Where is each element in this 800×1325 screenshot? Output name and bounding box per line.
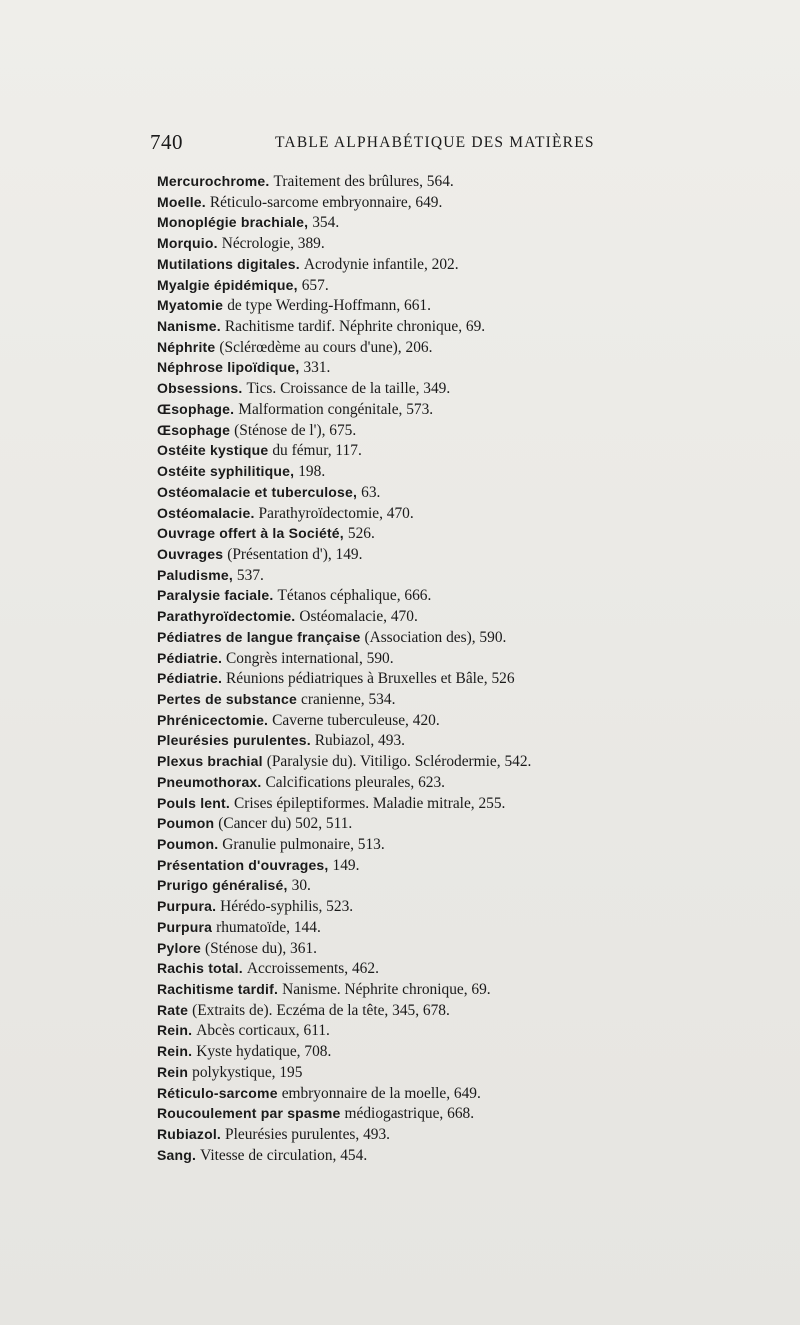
index-entry [157, 1020, 697, 1041]
index-entry [157, 399, 697, 420]
entry-term: Ostéomalacie et tuberculose, [157, 483, 358, 500]
index-entry [157, 627, 697, 648]
entry-term: Rein. [157, 1022, 193, 1039]
entry-term: Poumon. [157, 836, 219, 852]
entry-term: Mutilations digitales. [157, 255, 300, 272]
entry-term: Rachitisme tardif. [157, 981, 279, 998]
entry-text: Congrès international, 590. [226, 649, 394, 667]
entry-text: Malformation congénitale, 573. [238, 400, 434, 418]
index-entry [157, 1124, 697, 1145]
entry-text: médiogastrique, 668. [344, 1105, 475, 1123]
entry-term: Phrénicectomie. [157, 711, 269, 728]
page-header [150, 130, 670, 160]
index-entry [157, 254, 697, 275]
index-entry [157, 606, 697, 627]
index-entry [157, 192, 697, 213]
entry-term: Purpura [157, 918, 213, 935]
index-entry [157, 420, 697, 441]
entry-text: Hérédo-syphilis, 523. [220, 898, 354, 916]
entry-term: Pertes de substance [157, 690, 297, 707]
index-entry [157, 896, 697, 917]
entry-term: Prurigo généralisé, [157, 877, 288, 894]
index-entry [157, 316, 697, 337]
index-entry [157, 1062, 697, 1083]
index-entry [157, 648, 697, 669]
entry-term: Paralysie faciale. [157, 587, 274, 604]
running-title: TABLE ALPHABÉTIQUE DES MATIÈRES [275, 134, 595, 151]
entry-term: Obsessions. [157, 380, 243, 397]
index-entry [157, 1000, 697, 1021]
index-entry [157, 378, 697, 399]
index-entry [157, 523, 697, 544]
entry-text: de type Werding-Hoffmann, 661. [227, 297, 431, 315]
entry-text: Kyste hydatique, 708. [196, 1043, 332, 1061]
entry-text: Crises épileptiformes. Maladie mitrale, 255. [234, 794, 506, 812]
entry-term: Pédiatres de langue française [157, 628, 361, 645]
entry-text: embryonnaire de la moelle, 649. [281, 1084, 481, 1102]
entry-term: Purpura. [157, 898, 217, 915]
index-entry [157, 938, 697, 959]
entry-term: Paludisme, [157, 566, 233, 583]
entry-text: (Sténose du), 361. [205, 939, 317, 957]
index-entries [157, 171, 697, 1166]
entry-term: Œsophage. [157, 400, 235, 417]
entry-text: 354. [312, 214, 340, 232]
entry-term: Plexus brachial [157, 753, 263, 770]
entry-term: Rubiazol. [157, 1126, 222, 1143]
index-entry [157, 503, 697, 524]
entry-text: 657. [301, 276, 329, 294]
entry-term: Sang. [157, 1146, 197, 1163]
entry-term: Œsophage [157, 421, 231, 438]
entry-text: Nécrologie, 389. [221, 235, 325, 253]
entry-text: Tics. Croissance de la taille, 349. [246, 380, 451, 398]
index-entry [157, 793, 697, 814]
index-entry [157, 875, 697, 896]
index-entry [157, 585, 697, 606]
entry-text: Abcès corticaux, 611. [196, 1022, 330, 1040]
entry-term: Rein [157, 1063, 189, 1080]
entry-text: (Extraits de). Eczéma de la tête, 345, 678. [192, 1001, 450, 1019]
entry-text: Traitement des brûlures, 564. [273, 173, 454, 190]
entry-text: 30. [291, 877, 311, 895]
entry-term: Réticulo-sarcome [157, 1084, 278, 1101]
entry-term: Pédiatrie. [157, 670, 223, 687]
entry-text: Caverne tuberculeuse, 420. [272, 711, 440, 729]
index-entry [157, 565, 697, 586]
entry-text: Acrodynie infantile, 202. [303, 255, 459, 273]
index-entry [157, 482, 697, 503]
entry-text: 149. [332, 856, 360, 874]
entry-text: 537. [236, 566, 264, 584]
index-entry [157, 461, 697, 482]
index-entry [157, 834, 697, 855]
index-entry [157, 710, 697, 731]
entry-text: Granulie pulmonaire, 513. [222, 836, 385, 853]
index-entry [157, 440, 697, 461]
index-entry [157, 668, 697, 689]
entry-text: (Sclérœdème au cours d'une), 206. [219, 338, 433, 356]
entry-text: rhumatoïde, 144. [216, 918, 321, 936]
entry-text: (Sténose de l'), 675. [234, 421, 357, 439]
entry-term: Pylore [157, 939, 201, 956]
index-entry [157, 855, 697, 876]
entry-term: Ostéite syphilitique, [157, 463, 295, 480]
entry-term: Myatomie [157, 297, 224, 314]
entry-text: Pleurésies purulentes, 493. [225, 1126, 391, 1144]
entry-term: Ostéite kystique [157, 442, 269, 459]
entry-term: Présentation d'ouvrages, [157, 856, 329, 873]
index-entry [157, 1145, 697, 1166]
index-entry [157, 337, 697, 358]
entry-text: Réticulo-sarcome embryonnaire, 649. [209, 193, 443, 211]
index-entry [157, 917, 697, 938]
entry-text: (Association des), 590. [364, 628, 507, 646]
entry-text: Tétanos céphalique, 666. [277, 587, 432, 605]
entry-term: Rein. [157, 1043, 193, 1060]
index-entry [157, 958, 697, 979]
entry-term: Pouls lent. [157, 794, 230, 811]
entry-text: 331. [303, 359, 331, 377]
index-entry [157, 544, 697, 565]
entry-term: Myalgie épidémique, [157, 276, 298, 293]
index-entry [157, 1083, 697, 1104]
page-number: 740 [150, 130, 183, 154]
entry-text: Ostéomalacie, 470. [299, 608, 418, 626]
entry-term: Poumon [157, 815, 215, 832]
entry-term: Rachis total. [157, 960, 243, 977]
entry-term: Rate [157, 1001, 189, 1018]
entry-term: Mercurochrome. [157, 173, 270, 189]
index-entry [157, 689, 697, 710]
entry-text: du fémur, 117. [272, 442, 362, 460]
entry-text: Rubiazol, 493. [314, 732, 405, 750]
entry-text: 526. [347, 525, 375, 543]
entry-term: Pleurésies purulentes. [157, 732, 311, 749]
entry-text: Vitesse de circulation, 454. [200, 1146, 368, 1164]
entry-text: 198. [298, 463, 326, 481]
index-entry [157, 979, 697, 1000]
entry-text: (Présentation d'), 149. [227, 545, 363, 563]
entry-text: (Paralysie du). Vitiligo. Sclérodermie, 542. [266, 753, 532, 771]
index-entry [157, 295, 697, 316]
entry-text: Réunions pédiatriques à Bruxelles et Bâle, 526 [226, 670, 515, 688]
index-entry [157, 212, 697, 233]
entry-term: Ouvrages [157, 545, 224, 562]
entry-text: Calcifications pleurales, 623. [265, 773, 446, 791]
entry-text: Rachitisme tardif. Néphrite chronique, 69. [224, 318, 486, 336]
index-entry [157, 751, 697, 772]
index-entry [157, 357, 697, 378]
entry-text: Accroissements, 462. [246, 960, 379, 978]
index-entry [157, 171, 697, 192]
index-entry [157, 1041, 697, 1062]
entry-term: Néphrite [157, 338, 216, 355]
entry-term: Nanisme. [157, 318, 221, 335]
entry-text: Parathyroïdectomie, 470. [258, 504, 414, 522]
entry-term: Ouvrage offert à la Société, [157, 525, 344, 542]
entry-text: cranienne, 534. [300, 690, 396, 708]
entry-term: Roucoulement par spasme [157, 1105, 341, 1122]
index-entry [157, 275, 697, 296]
index-entry [157, 233, 697, 254]
entry-term: Morquio. [157, 235, 218, 252]
entry-term: Ostéomalacie. [157, 504, 255, 521]
entry-term: Monoplégie brachiale, [157, 214, 309, 231]
index-entry [157, 730, 697, 751]
entry-term: Pneumothorax. [157, 773, 262, 790]
entry-term: Pédiatrie. [157, 649, 223, 666]
entry-text: 63. [361, 483, 381, 501]
entry-term: Néphrose lipoïdique, [157, 359, 300, 376]
index-entry [157, 813, 697, 834]
entry-text: Nanisme. Néphrite chronique, 69. [282, 981, 491, 999]
index-entry [157, 1103, 697, 1124]
entry-text: (Cancer du) 502, 511. [218, 815, 353, 833]
entry-term: Moelle. [157, 193, 206, 210]
entry-text: polykystique, 195 [192, 1063, 303, 1081]
index-entry [157, 772, 697, 793]
entry-term: Parathyroïdectomie. [157, 608, 296, 625]
